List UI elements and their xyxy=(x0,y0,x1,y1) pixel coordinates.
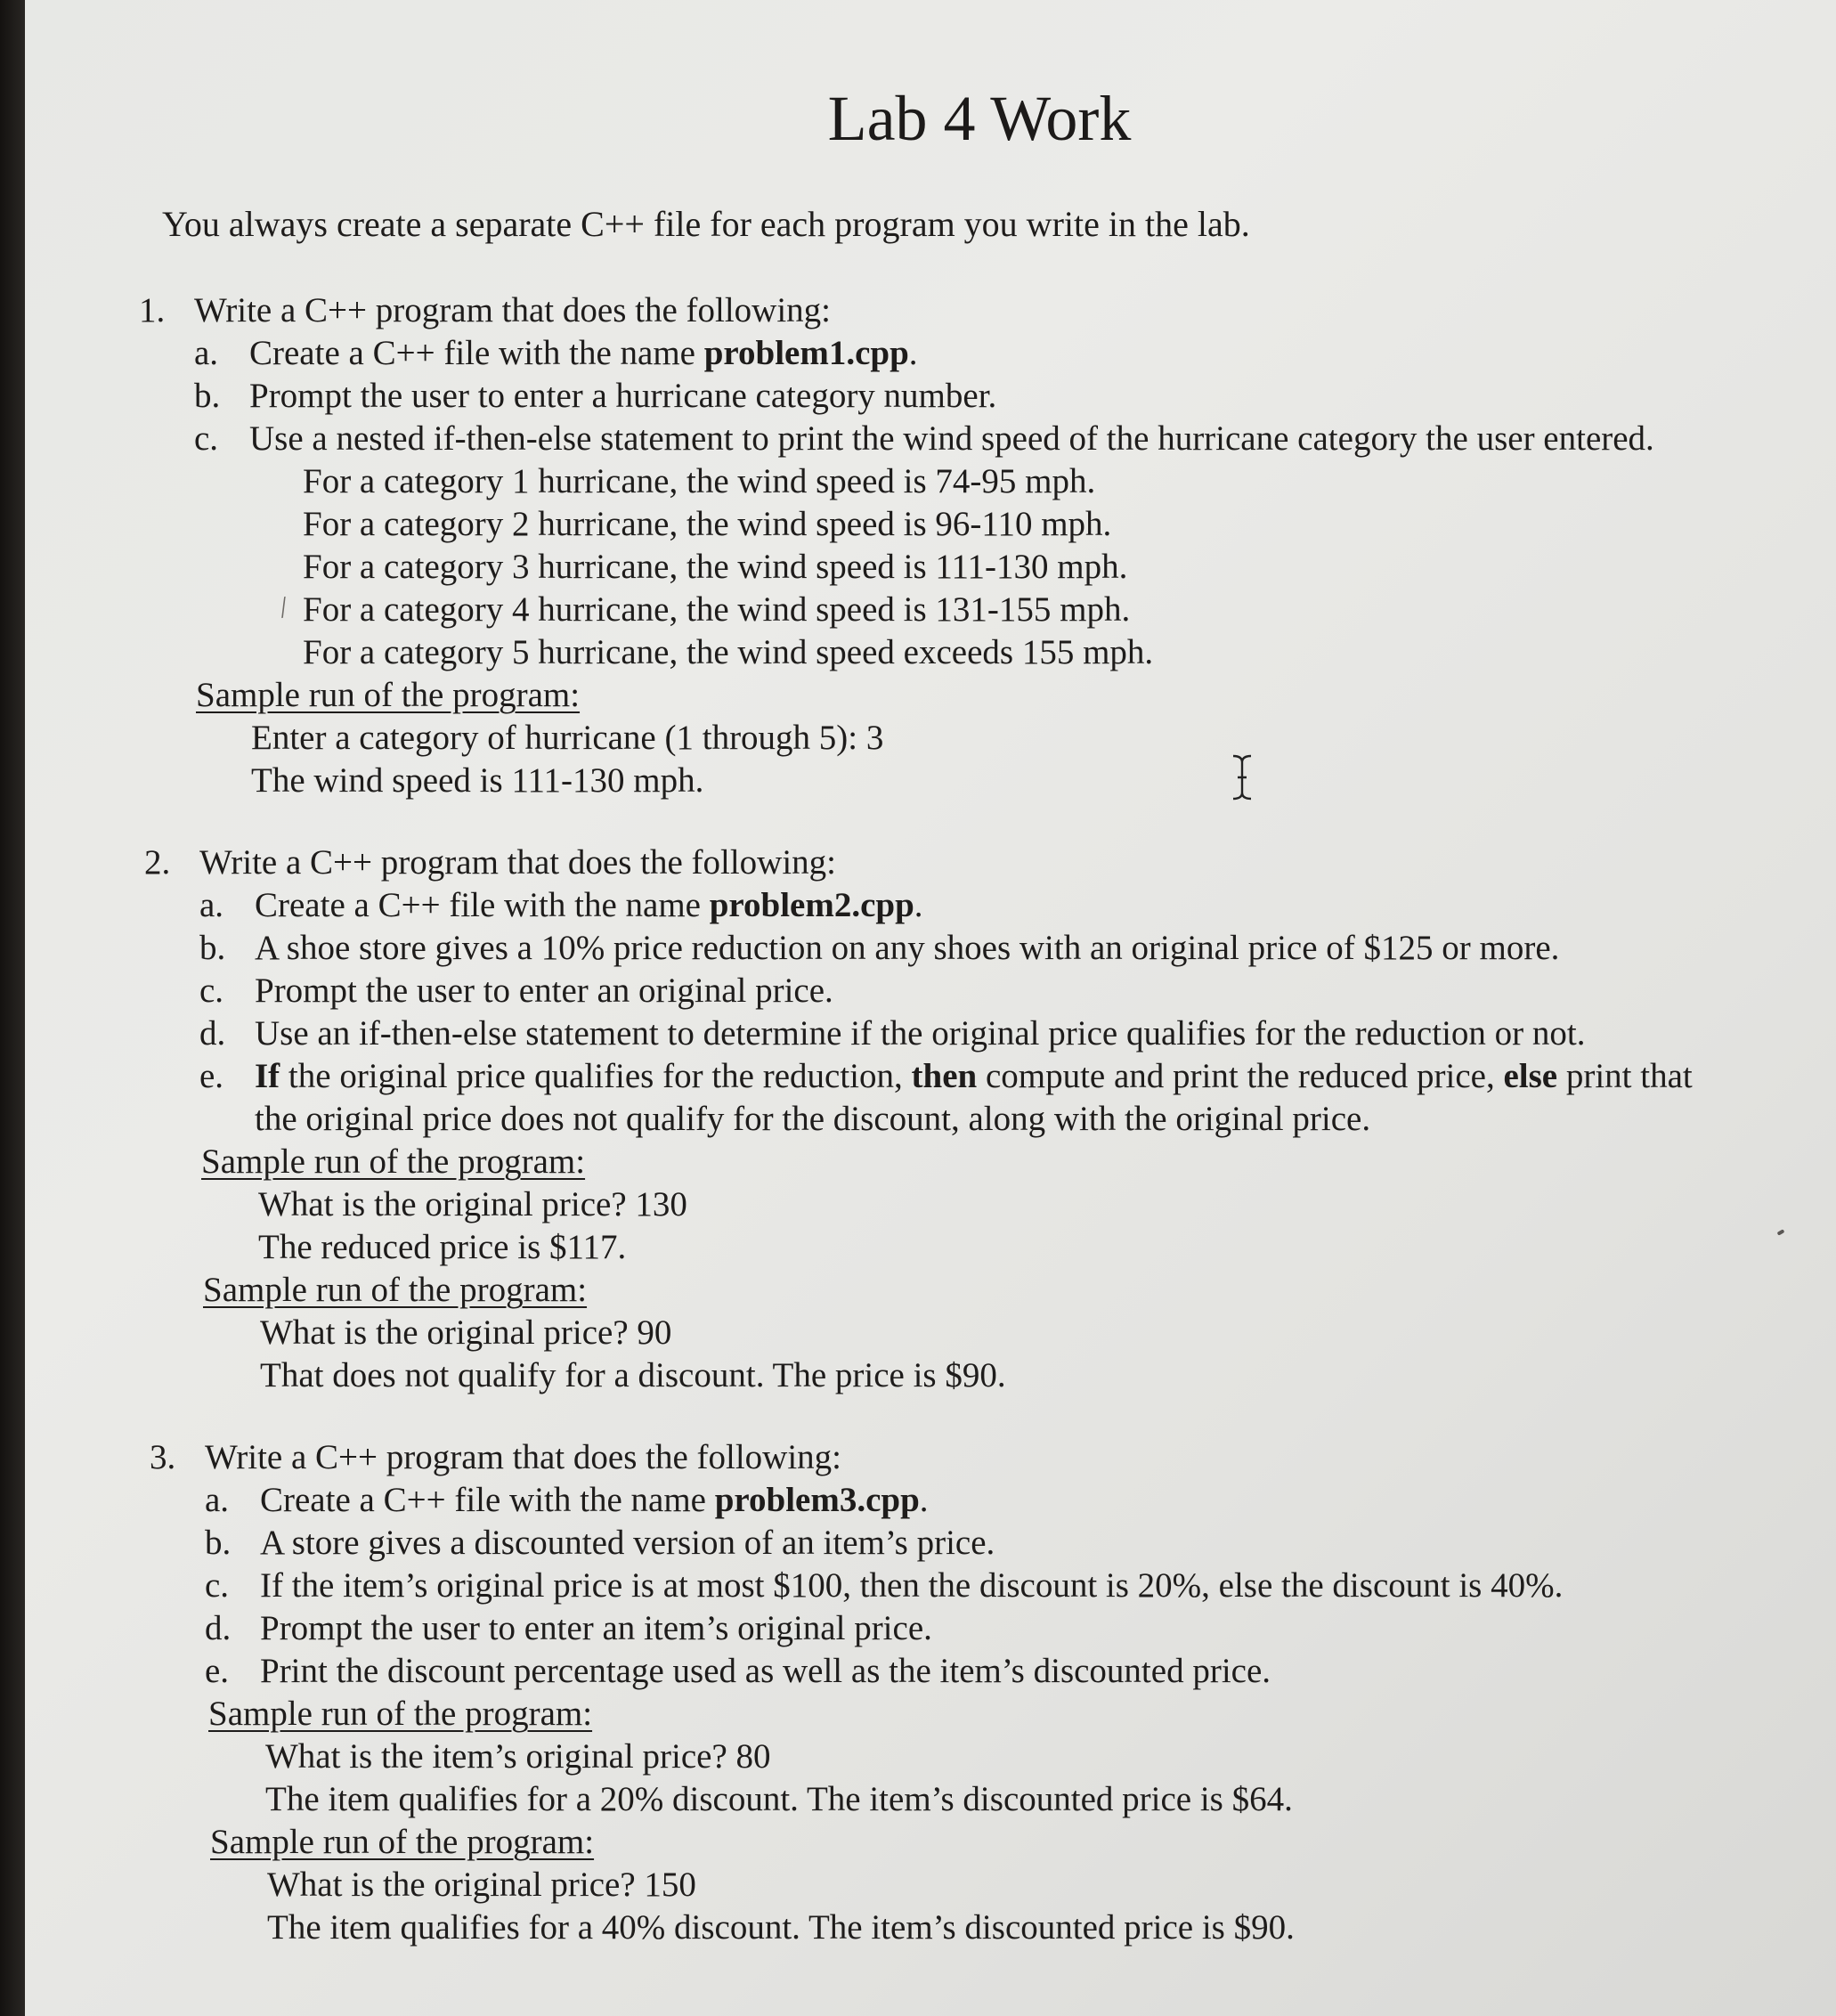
problem-heading-text: Write a C++ program that does the following: xyxy=(194,291,832,329)
problem-heading-text: Write a C++ program that does the following: xyxy=(205,1438,842,1476)
problem-2-step-c: c. Prompt the user to enter an original price. xyxy=(199,971,833,1010)
category-line: For a category 5 hurricane, the wind speed exceeds 155 mph. xyxy=(303,633,1154,671)
sample-run-label: Sample run of the program: xyxy=(201,1142,586,1181)
sample-output-line: The item qualifies for a 40% discount. The item’s discounted price is $90. xyxy=(267,1908,1295,1947)
problem-2-step-e-continued: the original price does not qualify for the discount, along with the original price. xyxy=(255,1100,1371,1138)
problem-3-step-c: c. If the item’s original price is at most $100, then the discount is 20%, else the discount is 40%. xyxy=(205,1566,1564,1605)
problem-number: 2. xyxy=(144,843,171,882)
sample-output-line: That does not qualify for a discount. The price is $90. xyxy=(260,1356,1006,1394)
problem-3-step-b: b. A store gives a discounted version of an item’s price. xyxy=(205,1524,995,1562)
page-title: Lab 4 Work xyxy=(827,83,1132,154)
monitor-bezel xyxy=(0,0,27,2016)
sample-run-label: Sample run of the program: xyxy=(210,1823,595,1861)
sample-output-line: What is the original price? 130 xyxy=(258,1185,687,1223)
document-page xyxy=(25,0,1836,2016)
problem-3-step-d: d. Prompt the user to enter an item’s original price. xyxy=(205,1609,932,1647)
problem-number: 1. xyxy=(139,291,166,329)
filename: problem2.cpp xyxy=(709,886,914,924)
problem-2-step-d: d. Use an if-then-else statement to determine if the original price qualifies for the reduction or not. xyxy=(199,1014,1586,1053)
screen-speck xyxy=(1777,1229,1785,1235)
problem-1-step-b: b. Prompt the user to enter a hurricane category number. xyxy=(194,377,997,415)
text-cursor-icon xyxy=(1229,753,1255,801)
problem-number: 3. xyxy=(150,1438,176,1476)
sample-run-label: Sample run of the program: xyxy=(203,1271,588,1309)
category-line: For a category 1 hurricane, the wind speed is 74-95 mph. xyxy=(303,462,1096,500)
category-line: For a category 4 hurricane, the wind speed is 131-155 mph. xyxy=(303,590,1131,629)
sample-output-line: The wind speed is 111-130 mph. xyxy=(251,761,704,800)
problem-2-step-e: e. If the original price qualifies for the reduction, then compute and print the reduced price, else print that xyxy=(199,1057,1693,1095)
problem-2-step-b: b. A shoe store gives a 10% price reduction on any shoes with an original price of $125 or more. xyxy=(199,929,1560,967)
sample-output-line: What is the original price? 90 xyxy=(260,1313,672,1352)
sample-output-line: The reduced price is $117. xyxy=(258,1228,627,1266)
sample-output-line: What is the item’s original price? 80 xyxy=(265,1737,771,1776)
problem-2-heading xyxy=(144,843,837,882)
problem-1-step-a: a. Create a C++ file with the name problem1.cpp. xyxy=(194,334,918,372)
sample-output-line: Enter a category of hurricane (1 through 5): 3 xyxy=(251,719,884,757)
problem-1-heading xyxy=(139,291,832,330)
problem-1-step-c: c. Use a nested if-then-else statement to print the wind speed of the hurricane category the user entered. xyxy=(194,419,1654,458)
sample-run-label: Sample run of the program: xyxy=(196,676,581,714)
pencil-tick-icon: / xyxy=(276,590,292,625)
sample-output-line: The item qualifies for a 20% discount. The item’s discounted price is $64. xyxy=(265,1780,1293,1818)
category-line: For a category 2 hurricane, the wind speed is 96-110 mph. xyxy=(303,505,1112,543)
filename: problem3.cpp xyxy=(714,1481,920,1519)
problem-heading-text: Write a C++ program that does the following: xyxy=(199,843,837,882)
problem-3-heading xyxy=(150,1438,842,1477)
problem-3-step-a: a. Create a C++ file with the name problem3.cpp. xyxy=(205,1481,929,1519)
category-line: For a category 3 hurricane, the wind speed is 111-130 mph. xyxy=(303,548,1128,586)
sample-output-line: What is the original price? 150 xyxy=(267,1866,696,1904)
sample-run-label: Sample run of the program: xyxy=(208,1695,593,1733)
problem-3-step-e: e. Print the discount percentage used as well as the item’s discounted price. xyxy=(205,1652,1271,1690)
intro-text: You always create a separate C++ file for each program you write in the lab. xyxy=(162,204,1250,244)
filename: problem1.cpp xyxy=(703,334,909,372)
problem-2-step-a: a. Create a C++ file with the name problem2.cpp. xyxy=(199,886,923,924)
